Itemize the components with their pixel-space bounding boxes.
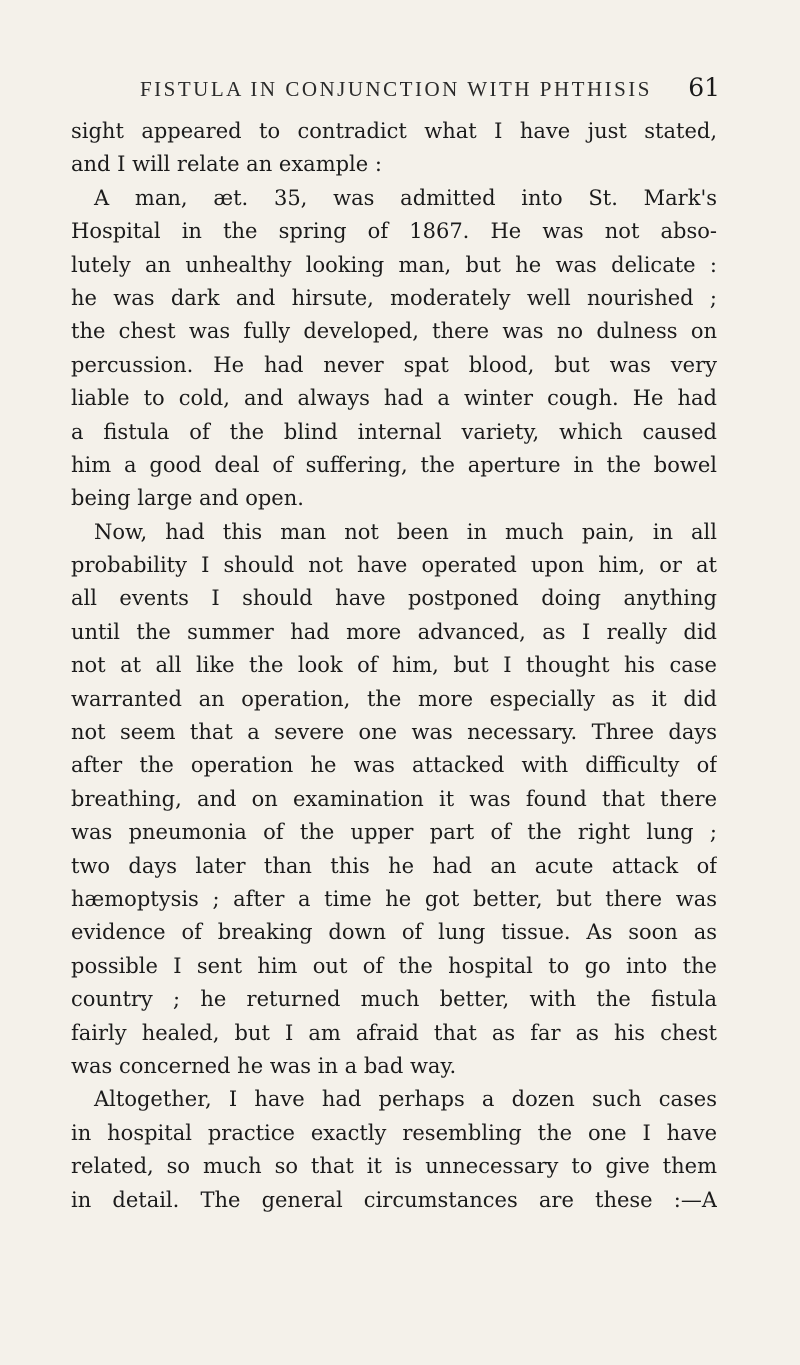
text-line: country ; he returned much better, with the fistula (71, 987, 717, 1012)
text-line: possible I sent him out of the hospital to go into the (71, 953, 717, 978)
text-line: Altogether, I have had perhaps a dozen such cases (94, 1087, 717, 1112)
text-line: him a good deal of suffering, the aperture in the bowel (71, 452, 717, 477)
running-head (140, 73, 720, 102)
text-line: not at all like the look of him, but I thought his case (71, 653, 717, 678)
text-line: was concerned he was in a bad way. (71, 1053, 457, 1078)
text-line: all events I should have postponed doing anything (71, 586, 717, 611)
page-number: 61 (688, 73, 720, 102)
text-line: he was dark and hirsute, moderately well nourished ; (71, 285, 717, 310)
body-text (71, 115, 717, 1217)
text-line: A man, æt. 35, was admitted into St. Mark's (94, 185, 717, 210)
text-line: sight appeared to contradict what I have just stated, (71, 119, 717, 143)
text-line: breathing, and on examination it was found that there (71, 786, 717, 811)
text-line: warranted an operation, the more especially as it did (71, 686, 717, 711)
text-line: percussion. He had never spat blood, but was very (71, 352, 717, 377)
text-line: Hospital in the spring of 1867. He was not abso- (71, 219, 717, 244)
text-line: hæmoptysis ; after a time he got better, but there was (71, 886, 717, 911)
text-line: probability I should not have operated upon him, or at (71, 553, 717, 578)
text-line: evidence of breaking down of lung tissue. As soon as (71, 920, 717, 945)
text-line: the chest was fully developed, there was no dulness on (71, 319, 717, 344)
text-line: liable to cold, and always had a winter cough. He had (71, 386, 717, 411)
running-title: FISTULA IN CONJUNCTION WITH PHTHISIS (140, 77, 652, 101)
text-line: fairly healed, but I am afraid that as far as his chest (71, 1020, 717, 1045)
text-line: Now, had this man not been in much pain, in all (94, 519, 717, 544)
text-line: being large and open. (71, 486, 304, 511)
text-line: until the summer had more advanced, as I really did (71, 619, 717, 644)
text-line: in detail. The general circumstances are these :—A (71, 1187, 717, 1212)
text-line: related, so much so that it is unnecessary to give them (71, 1154, 717, 1179)
text-line: after the operation he was attacked with difficulty of (71, 753, 717, 778)
text-line: lutely an unhealthy looking man, but he was delicate : (71, 252, 717, 277)
text-line: a fistula of the blind internal variety, which caused (71, 419, 717, 444)
text-line: was pneumonia of the upper part of the right lung ; (71, 820, 717, 845)
text-line: two days later than this he had an acute attack of (71, 853, 717, 878)
text-line: and I will relate an example : (71, 152, 382, 177)
text-line: in hospital practice exactly resembling the one I have (71, 1120, 717, 1145)
text-line: not seem that a severe one was necessary. Three days (71, 720, 717, 745)
